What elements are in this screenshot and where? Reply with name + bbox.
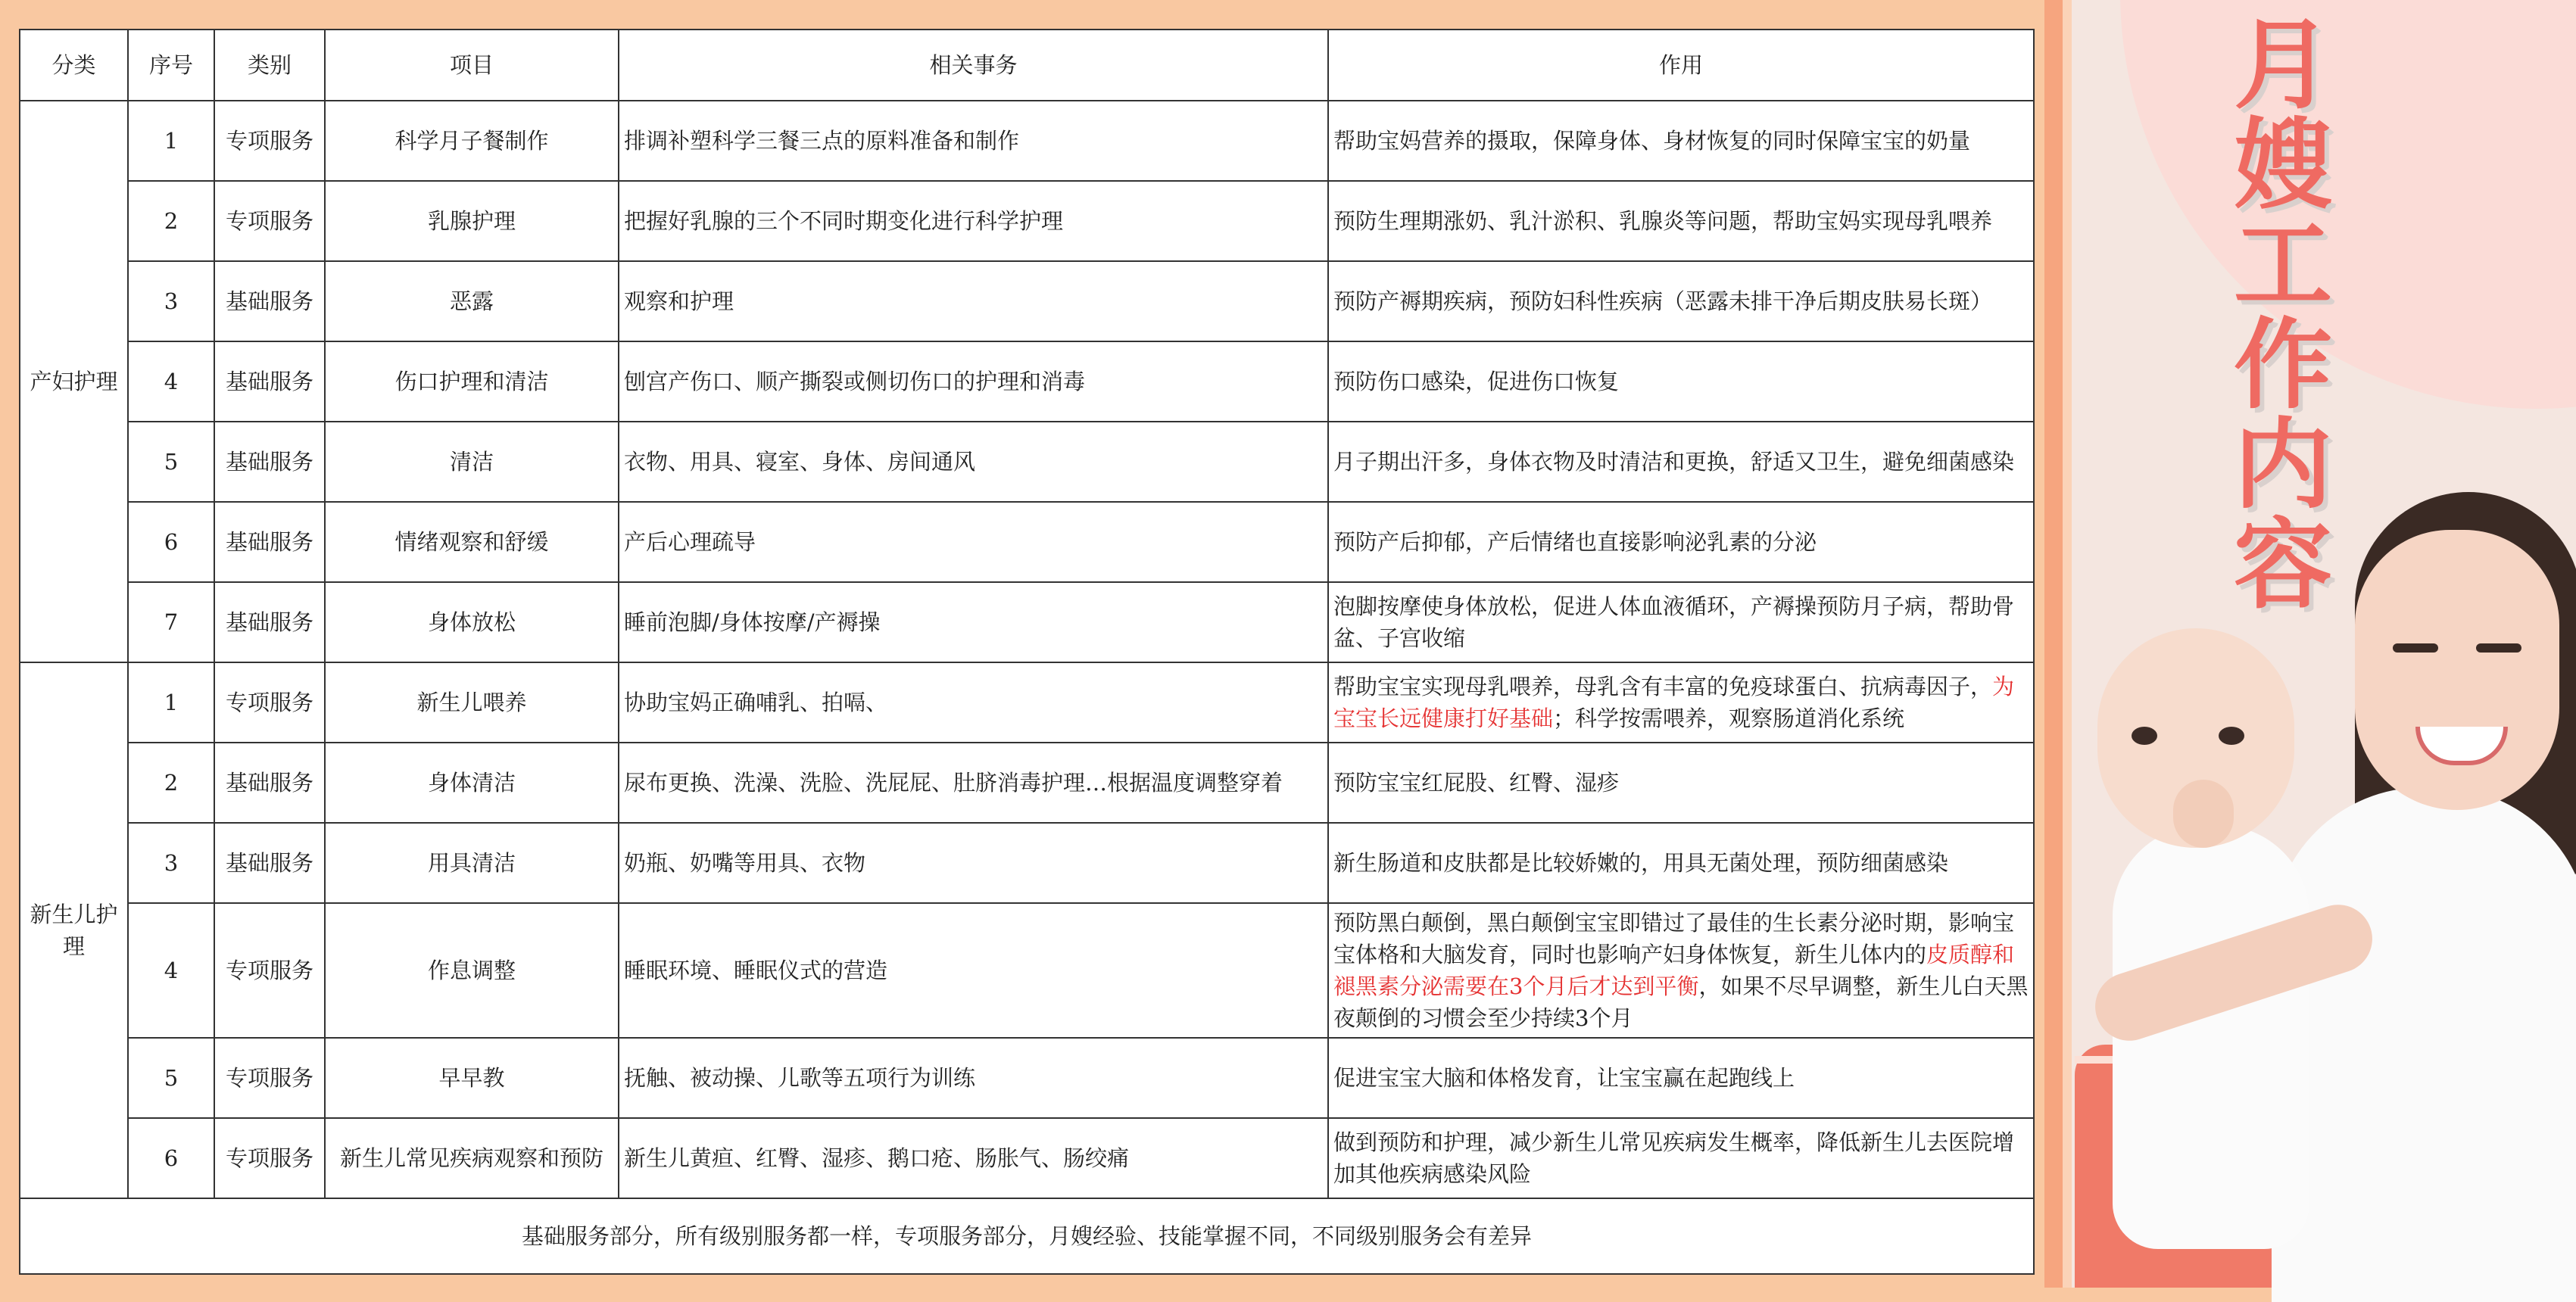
row-matter: 观察和护理 bbox=[619, 261, 1328, 341]
table-row bbox=[20, 261, 2034, 341]
row-item: 新生儿喂养 bbox=[325, 662, 619, 743]
row-number: 7 bbox=[128, 582, 214, 662]
row-matter: 协助宝妈正确哺乳、拍嗝、 bbox=[619, 662, 1328, 743]
footnote: 基础服务部分，所有级别服务都一样，专项服务部分，月嫂经验、技能掌握不同，不同级别服务会有差异 bbox=[20, 1198, 2034, 1274]
title-char: 作 bbox=[2233, 307, 2332, 422]
row-number: 1 bbox=[128, 662, 214, 743]
baby-eye-left bbox=[2132, 727, 2157, 745]
row-type: 基础服务 bbox=[214, 743, 325, 823]
row-type: 专项服务 bbox=[214, 1038, 325, 1118]
service-table bbox=[19, 29, 2035, 1275]
table-row bbox=[20, 1038, 2034, 1118]
row-type: 基础服务 bbox=[214, 261, 325, 341]
row-item: 伤口护理和清洁 bbox=[325, 341, 619, 422]
row-type: 专项服务 bbox=[214, 181, 325, 261]
row-effect: 预防宝宝红屁股、红臀、湿疹 bbox=[1328, 743, 2034, 823]
row-matter: 奶瓶、奶嘴等用具、衣物 bbox=[619, 823, 1328, 903]
row-number: 5 bbox=[128, 422, 214, 502]
row-number: 2 bbox=[128, 743, 214, 823]
row-effect: 预防生理期涨奶、乳汁淤积、乳腺炎等问题，帮助宝妈实现母乳喂养 bbox=[1328, 181, 2034, 261]
row-effect: 做到预防和护理，减少新生儿常见疾病发生概率，降低新生儿去医院增加其他疾病感染风险 bbox=[1328, 1118, 2034, 1198]
row-item: 早早教 bbox=[325, 1038, 619, 1118]
row-effect: 泡脚按摩使身体放松，促进人体血液循环，产褥操预防月子病，帮助骨盆、子宫收缩 bbox=[1328, 582, 2034, 662]
pink-circle-decoration bbox=[2120, 0, 2576, 409]
row-type: 基础服务 bbox=[214, 502, 325, 582]
row-type: 基础服务 bbox=[214, 341, 325, 422]
row-matter: 排调补塑科学三餐三点的原料准备和制作 bbox=[619, 101, 1328, 181]
row-type: 基础服务 bbox=[214, 582, 325, 662]
header-type: 类别 bbox=[214, 30, 325, 101]
row-item: 新生儿常见疾病观察和预防 bbox=[325, 1118, 619, 1198]
header-item: 项目 bbox=[325, 30, 619, 101]
header-category: 分类 bbox=[20, 30, 128, 101]
title-char: 内 bbox=[2233, 407, 2332, 522]
row-effect: 帮助宝妈营养的摄取，保障身体、身材恢复的同时保障宝宝的奶量 bbox=[1328, 101, 2034, 181]
mother-face bbox=[2355, 530, 2559, 810]
header-effect: 作用 bbox=[1328, 30, 2034, 101]
mother-eye-right bbox=[2476, 643, 2521, 653]
row-matter: 衣物、用具、寝室、身体、房间通风 bbox=[619, 422, 1328, 502]
group-label: 产妇护理 bbox=[20, 101, 128, 662]
header-matters: 相关事务 bbox=[619, 30, 1328, 101]
row-number: 5 bbox=[128, 1038, 214, 1118]
baby-hand bbox=[2173, 780, 2234, 848]
side-stripe-light bbox=[2063, 0, 2072, 1288]
row-effect: 新生肠道和皮肤都是比较娇嫩的，用具无菌处理，预防细菌感染 bbox=[1328, 823, 2034, 903]
title-char: 嫂 bbox=[2233, 107, 2332, 223]
effect-highlight: 皮质醇和褪黑素分泌需要在3个月后才达到平衡 bbox=[1333, 942, 2015, 999]
row-item: 身体清洁 bbox=[325, 743, 619, 823]
header-number: 序号 bbox=[128, 30, 214, 101]
row-effect: 月子期出汗多，身体衣物及时清洁和更换，舒适又卫生，避免细菌感染 bbox=[1328, 422, 2034, 502]
table-row bbox=[20, 422, 2034, 502]
row-number: 2 bbox=[128, 181, 214, 261]
row-type: 基础服务 bbox=[214, 422, 325, 502]
row-matter: 把握好乳腺的三个不同时期变化进行科学护理 bbox=[619, 181, 1328, 261]
table-row bbox=[20, 1118, 2034, 1198]
title-char: 工 bbox=[2233, 207, 2332, 322]
side-stripe bbox=[2044, 0, 2063, 1288]
row-type: 专项服务 bbox=[214, 662, 325, 743]
title-char: 月 bbox=[2233, 8, 2332, 123]
table-row bbox=[20, 341, 2034, 422]
row-matter: 睡前泡脚/身体按摩/产褥操 bbox=[619, 582, 1328, 662]
row-number: 4 bbox=[128, 341, 214, 422]
group-label: 新生儿护理 bbox=[20, 662, 128, 1198]
row-number: 4 bbox=[128, 903, 214, 1038]
row-number: 6 bbox=[128, 1118, 214, 1198]
effect-text: ；科学按需喂养，观察肠道消化系统 bbox=[1553, 706, 1905, 731]
table-row bbox=[20, 181, 2034, 261]
row-number: 1 bbox=[128, 101, 214, 181]
row-effect: 预防产褥期疾病，预防妇科性疾病（恶露未排干净后期皮肤易长斑） bbox=[1328, 261, 2034, 341]
mother-eye-left bbox=[2393, 643, 2438, 653]
effect-text: 预防黑白颠倒，黑白颠倒宝宝即错过了最佳的生长素分泌时期，影响宝宝体格和大脑发育，同时也影响产妇身体恢复，新生儿体内的 bbox=[1333, 910, 2015, 967]
effect-text: 帮助宝宝实现母乳喂养，母乳含有丰富的免疫球蛋白、抗病毒因子， bbox=[1333, 674, 1993, 699]
row-number: 6 bbox=[128, 502, 214, 582]
row-matter: 睡眠环境、睡眠仪式的营造 bbox=[619, 903, 1328, 1038]
row-item: 用具清洁 bbox=[325, 823, 619, 903]
page-title-vertical bbox=[2222, 8, 2344, 622]
effect-highlight: 为宝宝长远健康打好基础 bbox=[1333, 674, 2015, 731]
baby-eye-right bbox=[2219, 727, 2244, 745]
effect-text: ，如果不尽早调整，新生儿白天黑夜颠倒的习惯会至少持续3个月 bbox=[1333, 973, 2029, 1031]
row-type: 专项服务 bbox=[214, 1118, 325, 1198]
row-item: 清洁 bbox=[325, 422, 619, 502]
row-item: 科学月子餐制作 bbox=[325, 101, 619, 181]
row-matter: 抚触、被动操、儿歌等五项行为训练 bbox=[619, 1038, 1328, 1118]
table-row bbox=[20, 743, 2034, 823]
row-matter: 产后心理疏导 bbox=[619, 502, 1328, 582]
footnote-row bbox=[20, 1198, 2034, 1274]
row-number: 3 bbox=[128, 261, 214, 341]
table-row bbox=[20, 823, 2034, 903]
row-type: 专项服务 bbox=[214, 101, 325, 181]
table-row bbox=[20, 903, 2034, 1038]
row-item: 恶露 bbox=[325, 261, 619, 341]
row-item: 身体放松 bbox=[325, 582, 619, 662]
row-item: 情绪观察和舒缓 bbox=[325, 502, 619, 582]
row-effect: 预防产后抑郁，产后情绪也直接影响泌乳素的分泌 bbox=[1328, 502, 2034, 582]
row-effect: 促进宝宝大脑和体格发育，让宝宝赢在起跑线上 bbox=[1328, 1038, 2034, 1118]
row-effect: 预防伤口感染，促进伤口恢复 bbox=[1328, 341, 2034, 422]
row-number: 3 bbox=[128, 823, 214, 903]
table-row bbox=[20, 502, 2034, 582]
row-item: 乳腺护理 bbox=[325, 181, 619, 261]
title-char: 容 bbox=[2233, 507, 2332, 622]
row-item: 作息调整 bbox=[325, 903, 619, 1038]
table-header-row bbox=[20, 30, 2034, 101]
row-effect bbox=[1328, 662, 2034, 743]
table-row bbox=[20, 101, 2034, 181]
row-type: 专项服务 bbox=[214, 903, 325, 1038]
row-matter: 新生儿黄疸、红臀、湿疹、鹅口疮、肠胀气、肠绞痛 bbox=[619, 1118, 1328, 1198]
mother-body bbox=[2272, 787, 2576, 1302]
table-row bbox=[20, 662, 2034, 743]
row-effect bbox=[1328, 903, 2034, 1038]
table-row bbox=[20, 582, 2034, 662]
row-matter: 尿布更换、洗澡、洗脸、洗屁屁、肚脐消毒护理…根据温度调整穿着 bbox=[619, 743, 1328, 823]
row-type: 基础服务 bbox=[214, 823, 325, 903]
row-matter: 刨宫产伤口、顺产撕裂或侧切伤口的护理和消毒 bbox=[619, 341, 1328, 422]
